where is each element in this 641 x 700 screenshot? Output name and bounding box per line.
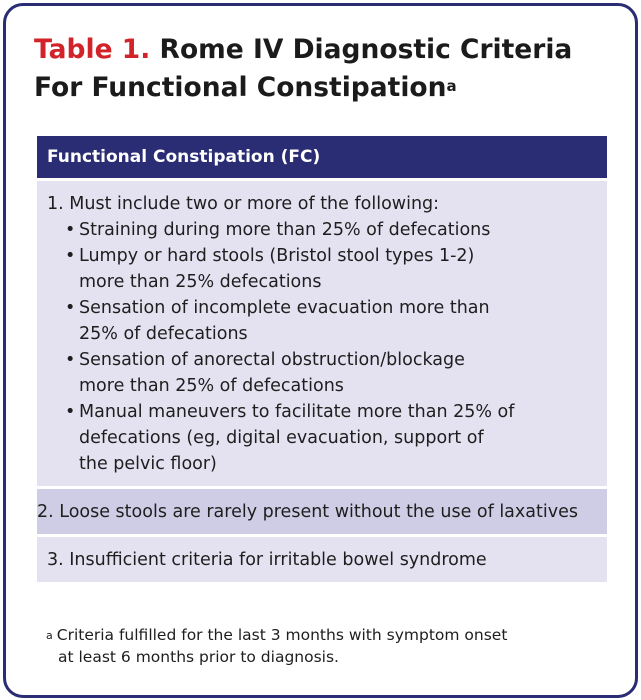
- bullet-text-cont: 25% of defecations: [79, 324, 248, 344]
- bullet-text: Sensation of anorectal obstruction/blockage: [79, 350, 465, 370]
- bullet-item: [65, 399, 597, 477]
- bullet-text: Lumpy or hard stools (Bristol stool types 1-2): [79, 246, 475, 266]
- title-line-1: Rome IV Diagnostic Criteria: [159, 34, 573, 65]
- bullet-text: Straining during more than 25% of defecations: [79, 220, 491, 240]
- criteria-table: [37, 136, 607, 582]
- table-number: Table 1.: [34, 34, 151, 65]
- title-line-2: For Functional Constipation: [34, 72, 447, 103]
- criteria-row-3: 3. Insufficient criteria for irritable bowel syndrome: [37, 537, 607, 582]
- bullet-item: [65, 295, 597, 347]
- table-header: Functional Constipation (FC): [37, 136, 607, 178]
- bullet-text: Sensation of incomplete evacuation more than: [79, 298, 490, 318]
- footnote-line-2: at least 6 months prior to diagnosis.: [58, 648, 339, 666]
- bullet-text-cont: more than 25% defecations: [79, 272, 322, 292]
- title-footnote-marker: a: [446, 77, 457, 95]
- footnote-marker: a: [46, 629, 53, 642]
- bullet-item: [65, 217, 597, 243]
- bullet-text: Manual maneuvers to facilitate more than 25% of: [79, 402, 515, 422]
- bullet-text-cont: more than 25% of defecations: [79, 376, 344, 396]
- bullet-text-cont: the pelvic floor): [79, 454, 217, 474]
- criteria-row-2: 2. Loose stools are rarely present without the use of laxatives: [37, 489, 607, 534]
- footnote-line-1: Criteria fulfilled for the last 3 months with symptom onset: [56, 626, 508, 644]
- criteria-intro: 1. Must include two or more of the following:: [47, 194, 440, 214]
- bullet-item: [65, 243, 597, 295]
- criteria-bullet-list: [47, 217, 597, 477]
- bullet-text-cont: defecations (eg, digital evacuation, support of: [79, 428, 484, 448]
- criteria-row-1: [37, 181, 607, 486]
- table-footnote: [46, 624, 606, 668]
- bullet-item: [65, 347, 597, 399]
- table-title: [34, 31, 624, 107]
